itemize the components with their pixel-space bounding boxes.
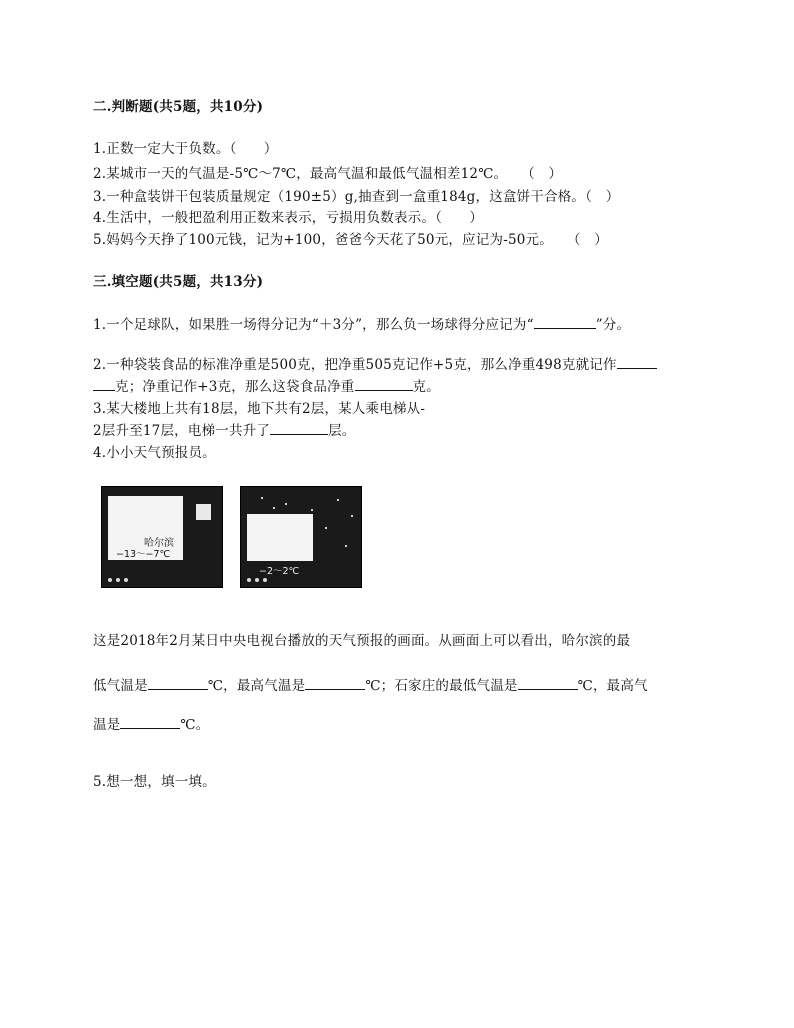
fill-question-3-line-2 [93,419,355,439]
fill-question-2-text-b: 克；净重记作+3克，那么这袋食品净重 [115,379,355,395]
answer-blank[interactable] [93,378,115,391]
tv-indicator-dot [247,578,251,582]
judgment-question-2: 2.某城市一天的气温是-5℃～7℃，最高气温和最低气温相差12℃。 （ ） [93,166,563,182]
fill-question-4-description-line-1: 这是2018年2月某日中央电视台播放的天气预报的画面。从画面上可以看出，哈尔滨的最 [93,633,631,649]
fill-question-5: 5.想一想，填一填。 [93,774,216,790]
section-title-judgment: 二.判断题(共5题，共10分) [93,99,264,115]
tv-city-label: 哈尔滨 [144,538,174,549]
tv-temperature-label: −13～−7℃ [116,549,171,560]
fill-question-3-text-c: 层。 [328,423,356,439]
answer-blank[interactable] [148,677,208,690]
fill-question-2-text-a: 2.一种袋装食品的标准净重是500克，把净重505克记作+5克，那么净重498克就记作 [93,357,617,373]
tv-speck [337,499,339,501]
tv-screen [247,514,313,561]
fill-question-1-text-b: ”分。 [595,317,631,333]
fill-question-4-description-line-2 [93,674,648,694]
tv-temperature-label: −2～2℃ [259,566,300,577]
answer-blank[interactable] [534,316,596,329]
tv-speck [351,515,353,517]
tv-indicator-dot [255,578,259,582]
fill-question-2-text-c: 克。 [412,379,440,395]
tv-speck [345,545,347,547]
section-title-fill-blank: 三.填空题(共5题，共13分) [93,274,264,290]
tv-indicator-dot [263,578,267,582]
answer-blank[interactable] [120,716,180,729]
judgment-question-5: 5.妈妈今天挣了100元钱，记为+100，爸爸今天花了50元，应记为-50元。 （ ） [93,232,608,248]
desc-text: ℃，最高气温是 [207,678,306,694]
fill-question-2-line-2 [93,375,440,395]
fill-question-3-text-b: 2层升至17层，电梯一共升了 [93,423,271,439]
fill-question-4-description-line-3 [93,713,209,733]
weather-forecast-image-shijiazhuang [240,486,362,588]
tv-indicator-dot [124,578,128,582]
answer-blank[interactable] [305,677,365,690]
desc-text: ℃；石家庄的最低气温是 [365,678,518,694]
tv-speck [311,509,313,511]
judgment-question-1: 1.正数一定大于负数。（ ） [93,141,278,157]
tv-speck [285,503,287,505]
answer-blank[interactable] [355,378,413,391]
tv-indicator-dot [108,578,112,582]
tv-indicator-dot [116,578,120,582]
tv-inset [196,504,211,520]
fill-question-1-text-a: 1.一个足球队，如果胜一场得分记为“＋3分”，那么负一场球得分应记为“ [93,317,534,333]
tv-speck [273,507,275,509]
fill-question-4: 4.小小天气预报员。 [93,445,216,461]
desc-text: ℃，最高气 [577,678,648,694]
tv-speck [325,527,327,529]
judgment-question-4: 4.生活中，一般把盈利用正数来表示，亏损用负数表示。（ ） [93,210,484,226]
answer-blank[interactable] [617,356,657,369]
desc-text: 温是 [93,717,121,733]
answer-blank[interactable] [518,677,578,690]
desc-text: 低气温是 [93,678,148,694]
judgment-question-3: 3.一种盒装饼干包装质量规定（190±5）g,抽查到一盒重184g，这盒饼干合格。（ ） [93,189,620,205]
weather-forecast-image-harbin [101,486,223,588]
answer-blank[interactable] [270,422,328,435]
desc-text: ℃。 [180,717,210,733]
fill-question-3-line-1: 3.某大楼地上共有18层，地下共有2层，某人乘电梯从- [93,401,426,417]
fill-question-1 [93,313,630,333]
fill-question-2-line-1 [93,353,657,373]
tv-speck [261,497,263,499]
